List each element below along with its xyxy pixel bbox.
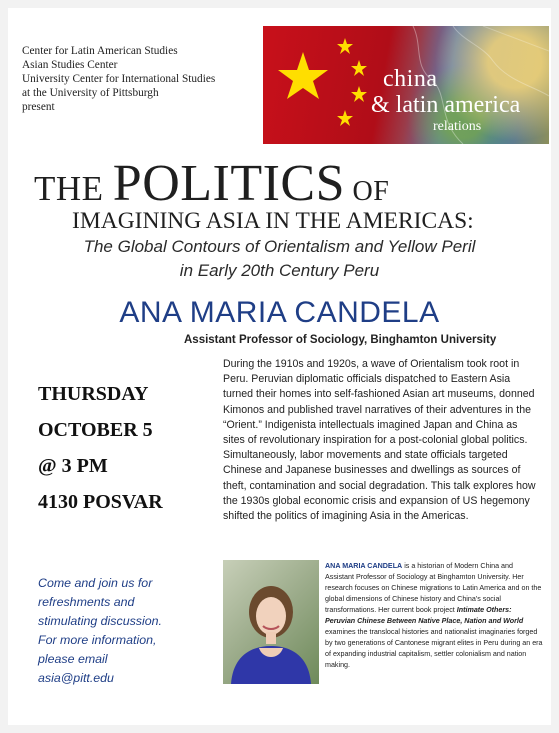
event-day: THURSDAY [38,383,149,405]
speaker-photo [223,560,319,684]
star-large-icon [278,52,328,99]
invite-line: Come and join us for [38,576,153,590]
title-the: THE [34,169,113,208]
title-politics: POLITICS [112,155,346,212]
star-small-icon [337,110,353,126]
sponsor-line: Asian Studies Center [22,59,118,71]
star-small-icon [351,60,367,76]
speaker-bio [325,561,543,671]
bio-text: is a historian of Modern China and Assistant Professor of Sociology at Binghamton University. Her research focuses on Chinese migrations to Latin America and on the global dimensions of Chinese history and China's social transformations. Her current book project [325,562,542,614]
subtitle-line-1: The Global Contours of Orientalism and Yellow Peril [83,237,476,256]
bio-book-title: Intimate Others: Peruvian Chinese Between Native Place, Nation and World [325,606,524,625]
invite-line: please email [38,652,108,666]
sponsor-list [22,44,215,114]
banner-line-1: china [383,66,438,92]
invite-line: refreshments and [38,595,135,609]
event-time: @ 3 PM [38,455,108,477]
banner-line-2: & latin america [371,92,521,118]
title-of: OF [345,176,390,207]
contact-email[interactable]: asia@pitt.edu [38,671,114,685]
subtitle-line-2: in Early 20th Century Peru [179,261,380,280]
star-small-icon [337,38,353,54]
china-latin-america-banner [263,26,549,144]
event-details [38,376,163,520]
sponsor-line: University Center for International Studies [22,73,216,85]
sponsor-line: Center for Latin American Studies [22,45,178,57]
main-title [34,154,389,213]
flyer [8,8,551,725]
event-date: OCTOBER 5 [38,419,153,441]
star-small-icon [351,86,367,102]
event-location: 4130 POSVAR [38,491,163,513]
talk-abstract: During the 1910s and 1920s, a wave of Orientalism took root in Peru. Peruvian diplomatic officials dispatched to Eastern Asia turned their homes into self-fashioned Asian art museums, donned Kimonos and published travel narratives of their adventures in the “Orient.” Indigenista intellectuals imagined Japan and China as sites of revolutionary inspiration for a post-colonial global politics. Simultaneously, labor movements and state officials targeted Chinese and Japanese businesses and dwellings as sources of theft, contamination and social degradation. This talk explores how the 1930s global economic crisis and expansion of US hegemony shifted the politics of imagining Asia in the Americas. [223,358,536,523]
sponsor-line: at the University of Pittsburgh [22,87,159,99]
speaker-name: ANA MARIA CANDELA [119,296,440,329]
invite-line: stimulating discussion. [38,614,162,628]
bio-text: examines the translocal histories and nationalist imaginaries forged by two generations of Cantonese migrant elites in Peru during an era of expanding industrial capitalism, settler colonialism and nation making. [325,628,543,669]
banner-line-3: relations [433,119,482,134]
speaker-role: Assistant Professor of Sociology, Binghamton University [184,334,497,346]
title-line-2: IMAGINING ASIA IN THE AMERICAS: [72,208,474,234]
sponsor-line: present [22,101,55,113]
invite-line: For more information, [38,633,157,647]
invitation-text [38,574,162,688]
speaker-portrait-icon [223,560,319,684]
bio-name: ANA MARIA CANDELA [325,562,403,570]
